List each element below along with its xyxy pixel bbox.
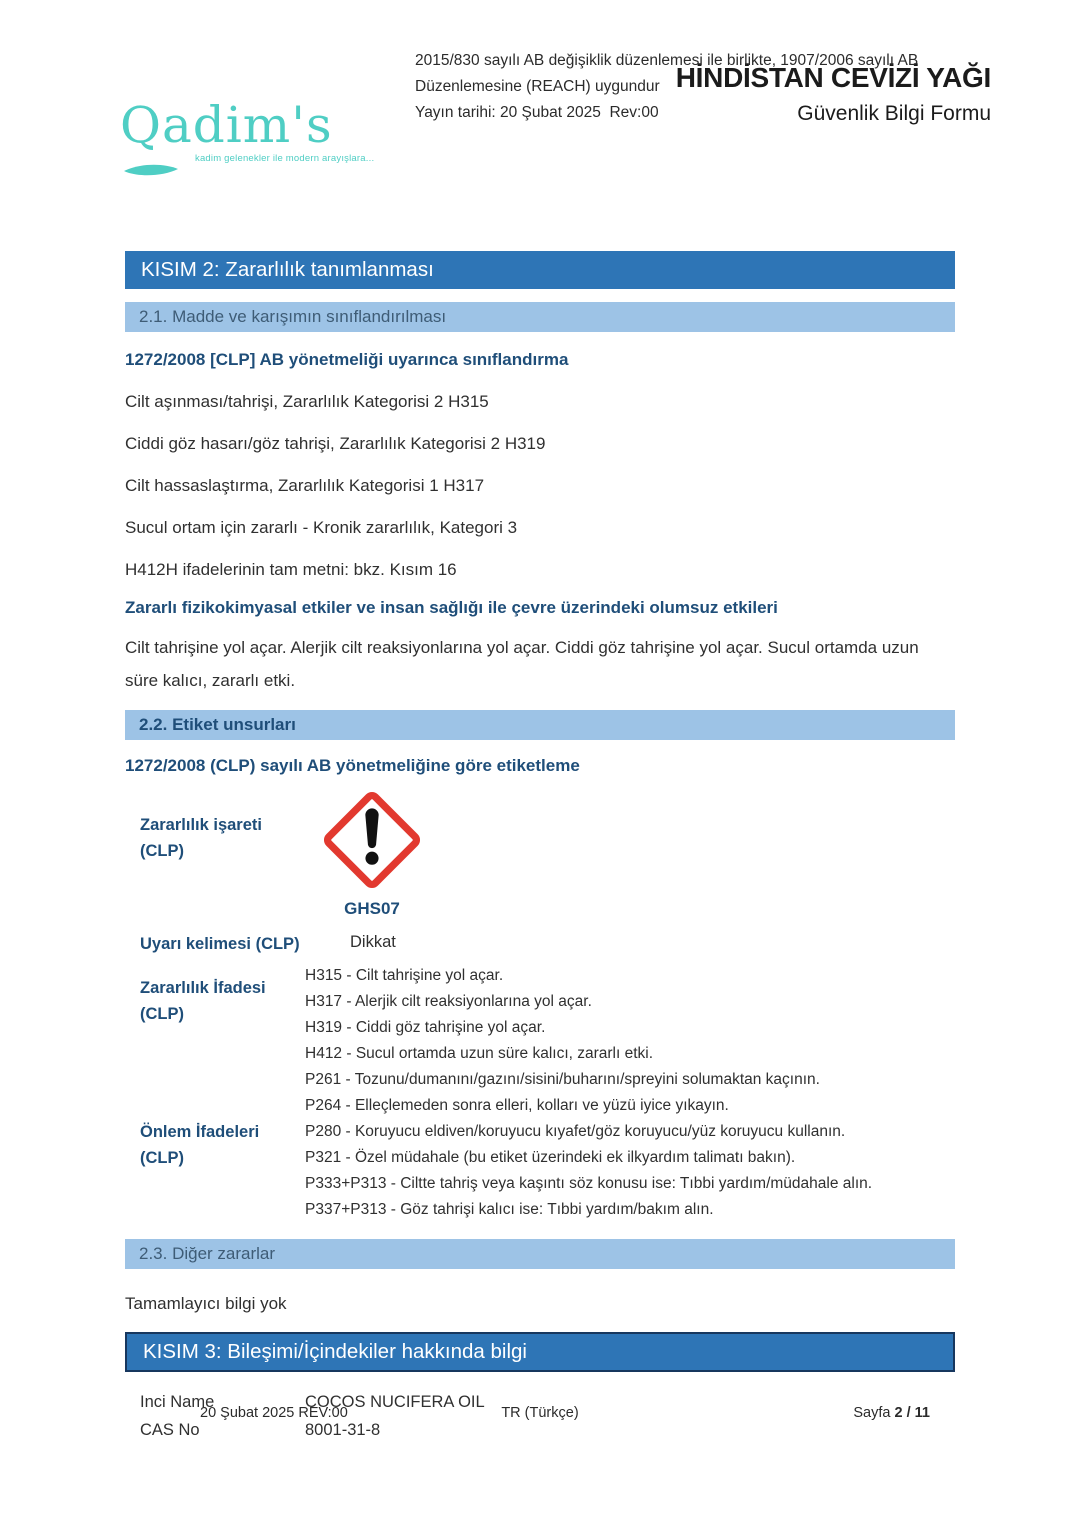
section-2-2-header: 2.2. Etiket unsurları xyxy=(125,710,955,740)
document-subtitle: Güvenlik Bilgi Formu xyxy=(797,102,991,125)
issue-date-line: Yayın tarihi: 20 Şubat 2025 Rev:00 xyxy=(415,104,659,121)
footer-page-number xyxy=(853,1405,930,1421)
classification-item: Cilt hassaslaştırma, Zararlılık Kategorisi 1 H317 xyxy=(125,476,485,495)
precautionary-statement-item: P280 - Koruyucu eldiven/koruyucu kıyafet/göz koruyucu/yüz koruyucu kullanın. xyxy=(305,1123,846,1140)
adverse-effects-text: Cilt tahrişine yol açar. Alerjik cilt reaksiyonlarına yol açar. Ciddi göz tahrişine yol açar. Sucul ortamda uzun süre kalıcı, zararlı etki. xyxy=(125,638,919,690)
signal-word-value: Dikkat xyxy=(350,933,396,951)
brand-tagline: kadim gelenekler ile modern arayışlara... xyxy=(195,153,375,164)
section-2-header: KISIM 2: Zararlılık tanımlanması xyxy=(125,251,955,289)
section-2-3-header: 2.3. Diğer zararlar xyxy=(125,1239,955,1269)
precautionary-statement-item: P321 - Özel müdahale (bu etiket üzerindeki ek ilkyardım talimatı bakın). xyxy=(305,1149,796,1166)
precautionary-statements-list xyxy=(305,1067,955,1223)
document-title: HİNDİSTAN CEVİZİ YAĞI xyxy=(675,62,991,93)
inci-name-value: COCOS NUCIFERA OIL xyxy=(305,1393,485,1411)
hazard-pictogram-label: Zararlılık işareti (CLP) xyxy=(140,816,262,860)
footer xyxy=(0,1405,1080,1429)
hazard-statements-list xyxy=(305,963,955,1067)
footer-page-prefix: Sayfa xyxy=(853,1405,891,1421)
clp-label-grid xyxy=(125,788,955,1223)
precautionary-statement-item: P261 - Tozunu/dumanını/gazını/sisini/buharını/spreyini solumaktan kaçının. xyxy=(305,1071,820,1088)
classification-item: Ciddi göz hasarı/göz tahrişi, Zararlılık Kategorisi 2 H319 xyxy=(125,434,546,453)
cas-no-label: CAS No xyxy=(140,1421,200,1439)
brand-logo xyxy=(120,96,390,164)
pictogram-content xyxy=(305,788,955,919)
hazard-statements-label: Zararlılık İfadesi (CLP) xyxy=(140,979,266,1023)
signal-word-row xyxy=(140,925,955,957)
precautionary-statements-row xyxy=(140,1067,955,1223)
clp-classification-heading: 1272/2008 [CLP] AB yönetmeliği uyarınca sınıflandırma xyxy=(125,350,569,369)
compliance-line-1: 2015/830 sayılı AB değişiklik düzenlemesi ile birlikte, 1907/2006 sayılı AB xyxy=(415,52,919,69)
section-2-3-text: Tamamlayıcı bilgi yok xyxy=(125,1294,287,1313)
classification-item: Sucul ortam için zararlı - Kronik zararlılık, Kategori 3 xyxy=(125,518,518,537)
compliance-line-2: Düzenlemesine (REACH) uygundur xyxy=(415,78,660,95)
hazard-statement-item: H315 - Cilt tahrişine yol açar. xyxy=(305,967,504,984)
ghs07-caption: GHS07 xyxy=(344,899,400,918)
classification-item: H412H ifadelerinin tam metni: bkz. Kısım 16 xyxy=(125,560,457,579)
section-2-1-header: 2.1. Madde ve karışımın sınıflandırılması xyxy=(125,302,955,332)
adverse-effects-heading: Zararlı fizikokimyasal etkiler ve insan sağlığı ile çevre üzerindeki olumsuz etkileri xyxy=(125,598,778,617)
footer-language: TR (Türkçe) xyxy=(501,1405,579,1421)
footer-page-value: 2 / 11 xyxy=(894,1405,930,1421)
precautionary-statement-item: P337+P313 - Göz tahrişi kalıcı ise: Tıbbi yardım/bakım alın. xyxy=(305,1201,714,1218)
pictogram-row xyxy=(140,788,955,919)
hazard-statement-item: H412 - Sucul ortamda uzun süre kalıcı, zararlı etki. xyxy=(305,1045,654,1062)
inci-name-label: Inci Name xyxy=(140,1393,215,1411)
precautionary-statements-label: Önlem İfadeleri (CLP) xyxy=(140,1123,260,1167)
ghs07-exclamation-pictogram-icon xyxy=(320,788,424,892)
header xyxy=(120,0,991,237)
footer-date: 20 Şubat 2025 REV:00 xyxy=(200,1405,348,1421)
logo-swoosh-icon xyxy=(122,162,227,180)
hazard-statement-item: H317 - Alerjik cilt reaksiyonlarına yol açar. xyxy=(305,993,592,1010)
section-3-header: KISIM 3: Bileşimi/İçindekiler hakkında bilgi xyxy=(125,1332,955,1372)
classification-item: Cilt aşınması/tahrişi, Zararlılık Kategorisi 2 H315 xyxy=(125,392,489,411)
signal-word-label: Uyarı kelimesi (CLP) xyxy=(140,935,300,953)
clp-labeling-heading: 1272/2008 (CLP) sayılı AB yönetmeliğine göre etiketleme xyxy=(125,756,580,775)
hazard-statement-item: H319 - Ciddi göz tahrişine yol açar. xyxy=(305,1019,546,1036)
precautionary-statement-item: P333+P313 - Ciltte tahriş veya kaşıntı söz konusu ise: Tıbbi yardım/müdahale alın. xyxy=(305,1175,873,1192)
brand-wordmark: Qadim's xyxy=(120,96,333,154)
hazard-statements-row xyxy=(140,963,955,1067)
compliance-note xyxy=(415,48,970,126)
precautionary-statement-item: P264 - Elleçlemeden sonra elleri, kolları ve yüzü iyice yıkayın. xyxy=(305,1097,729,1114)
cas-no-value: 8001-31-8 xyxy=(305,1421,381,1439)
